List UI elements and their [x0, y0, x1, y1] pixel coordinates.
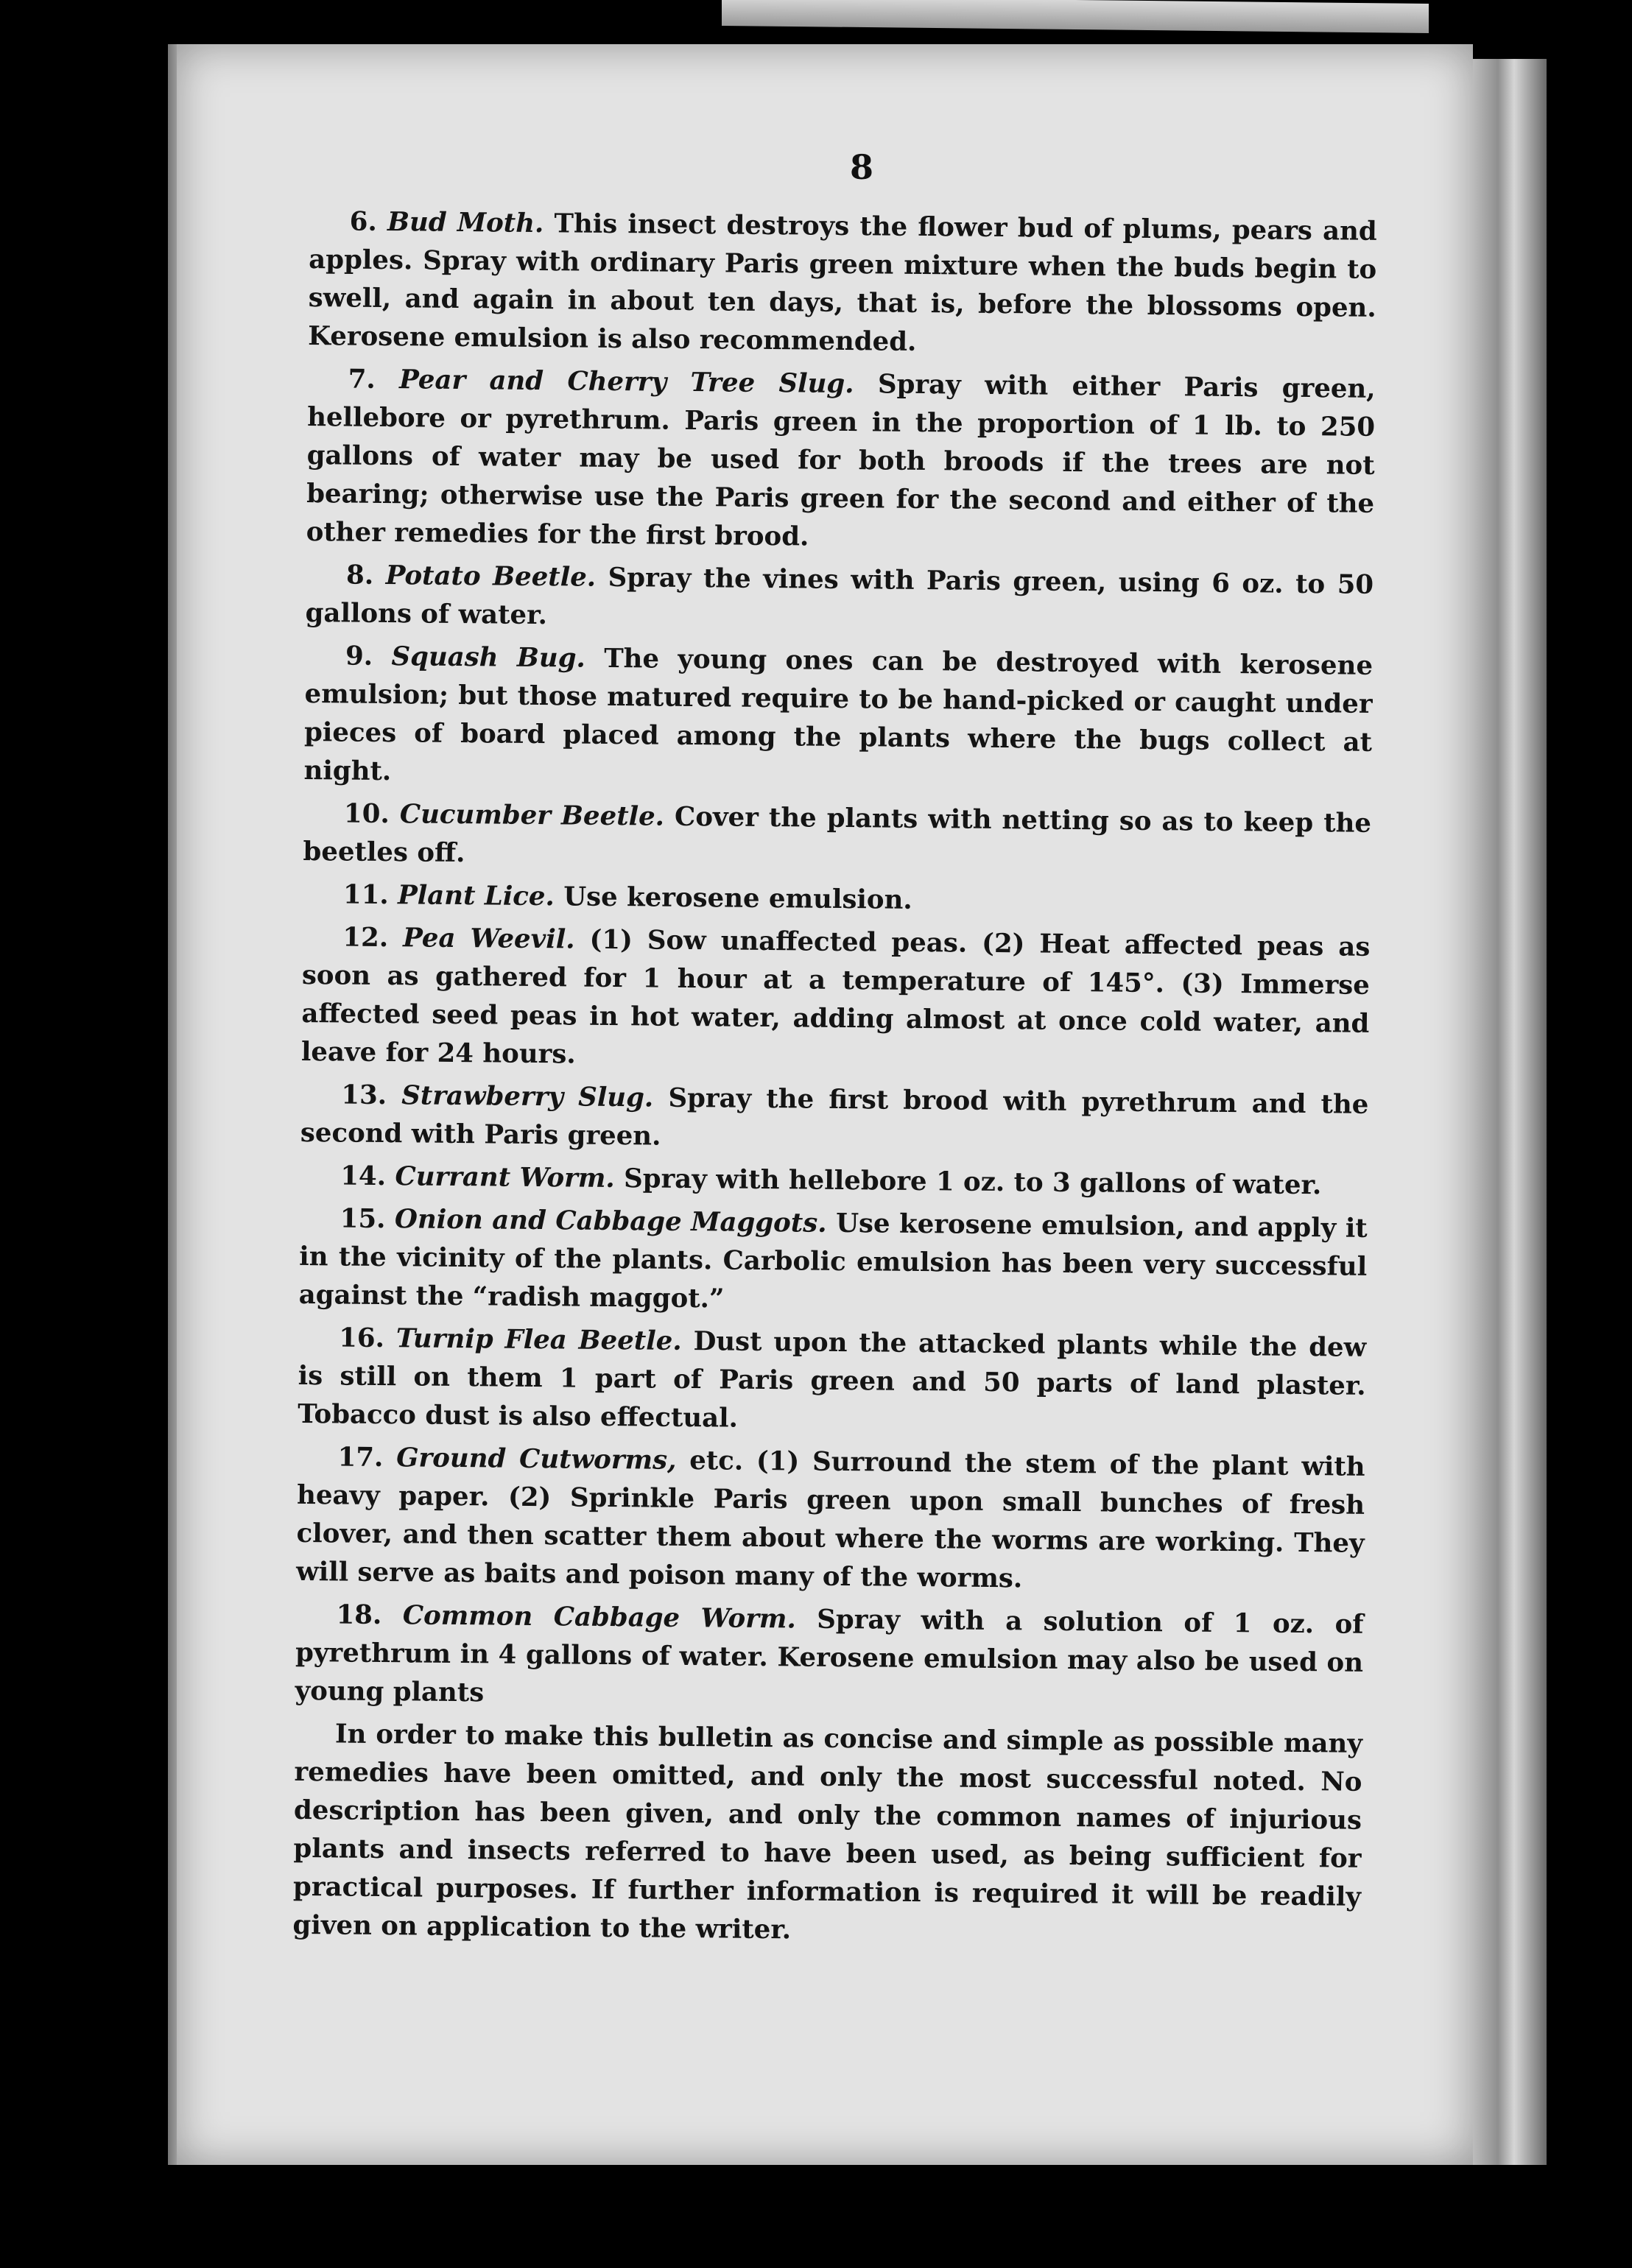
entry-title: Common Cabbage Worm. [402, 1600, 797, 1635]
entry-text: Spray the vines with Paris green, using 6 oz. to 50 gallons of water. [305, 562, 1374, 631]
entry-text: This insect destroys the flower bud of plums, pears and apples. Spray with ordinary Paris green mixture when the buds begin to swell, and again in about ten days, that is, before the blossoms open. Kerosene emulsion is also recommended. [308, 208, 1377, 357]
entry-6 [308, 202, 1377, 366]
entry-title: Squash Bug. [391, 641, 586, 674]
entry-title: Cucumber Beetle. [399, 799, 665, 832]
page-number: 8 [849, 147, 873, 187]
entry-text: Dust upon the attacked plants while the dew is still on them 1 part of Paris green and 50 parts of land plaster. Tobacco dust is also effectual. [298, 1326, 1367, 1434]
entry-text: (1) Sow unaffected peas. (2) Heat affected peas as soon as gathered for 1 hour at a temperature of 145°. (3) Immerse affected seed peas in hot water, adding almost at once cold water, and leave for 24 hours. [300, 924, 1371, 1070]
entry-18 [295, 1596, 1363, 1721]
entry-number: 16. [339, 1323, 385, 1354]
entry-title: Strawberry Slug. [401, 1080, 654, 1113]
entry-17 [296, 1438, 1365, 1602]
entry-text: Spray the first brood with pyrethrum and the second with Paris green. [300, 1082, 1369, 1152]
entry-title: Onion and Cabbage Maggots. [394, 1204, 827, 1239]
entry-number: 13. [341, 1080, 387, 1111]
entry-title: Ground Cutworms, [396, 1443, 677, 1476]
entry-text: The young ones can be destroyed with kerosene emulsion; but those matured require to be hand-picked or caught under pieces of board placed among the plants where the bugs collect at night. [303, 643, 1374, 787]
entry-text: Use kerosene emulsion, and apply it in the vicinity of the plants. Carbolic emulsion has been very successful against the “radish maggot.” [298, 1208, 1368, 1314]
entry-number: 12. [342, 922, 389, 954]
closing-paragraph: In order to make this bulletin as concise and simple as possible many remedies have been omitted, and only the most successful noted. No description has been given, and only the common names of injurious plants and insects referred to have been used, as being sufficient for practical purposes. If further information is required it will be readily given on application to the writer. [292, 1719, 1363, 1945]
entry-text: Spray with a solution of 1 oz. of pyrethrum in 4 gallons of water. Kerosene emulsion may also be used on young plants [295, 1604, 1364, 1708]
entry-title: Currant Worm. [395, 1161, 615, 1194]
entry-14 [300, 1157, 1368, 1205]
entry-number: 14. [340, 1161, 387, 1192]
entry-text: etc. (1) Surround the stem of the plant with heavy paper. (2) Sprinkle Paris green upon small bunches of fresh clover, and then scatter them about where the worms are working. They will serve as baits and poison many of the worms. [295, 1445, 1365, 1594]
entry-16 [298, 1319, 1366, 1444]
entry-title: Bud Moth. [387, 207, 544, 239]
entry-number: 10. [343, 798, 390, 830]
body-text [292, 202, 1377, 1959]
entry-title: Potato Beetle. [385, 560, 597, 593]
entry-text: Cover the plants with netting so as to keep the beetles off. [303, 801, 1372, 869]
entry-title: Pea Weevil. [402, 923, 575, 955]
entry-text: Spray with hellebore 1 oz. to 3 gallons of water. [623, 1163, 1322, 1201]
entry-number: 15. [340, 1203, 386, 1235]
entry-13 [300, 1076, 1369, 1163]
entry-title: Plant Lice. [397, 880, 555, 912]
entry-number: 11. [342, 879, 389, 911]
entry-title: Pear and Cherry Tree Slug. [398, 364, 854, 400]
entry-number: 7. [348, 364, 376, 395]
entry-11 [303, 876, 1371, 924]
entry-number: 18. [336, 1599, 382, 1631]
entry-text: Use kerosene emulsion. [563, 881, 912, 915]
entry-8 [305, 556, 1374, 643]
entry-text: Spray with either Paris green, hellebore or pyrethrum. Paris green in the proportion of 1 lb. to 250 gallons of water may be used for both broods if the trees are not bearing; otherwise use the Paris green for the second and either of the other remedies for the first brood. [306, 369, 1376, 552]
entry-number: 8. [345, 560, 374, 591]
entry-7 [306, 360, 1375, 562]
entry-number: 17. [337, 1442, 384, 1473]
entry-number: 9. [345, 641, 373, 672]
entry-12 [301, 918, 1371, 1082]
entry-15 [299, 1200, 1368, 1325]
entry-9 [303, 637, 1373, 800]
entry-title: Turnip Flea Beetle. [395, 1323, 682, 1356]
entry-number: 6. [349, 206, 378, 237]
entry-10 [303, 795, 1371, 881]
page-right-edge [1466, 59, 1547, 2165]
